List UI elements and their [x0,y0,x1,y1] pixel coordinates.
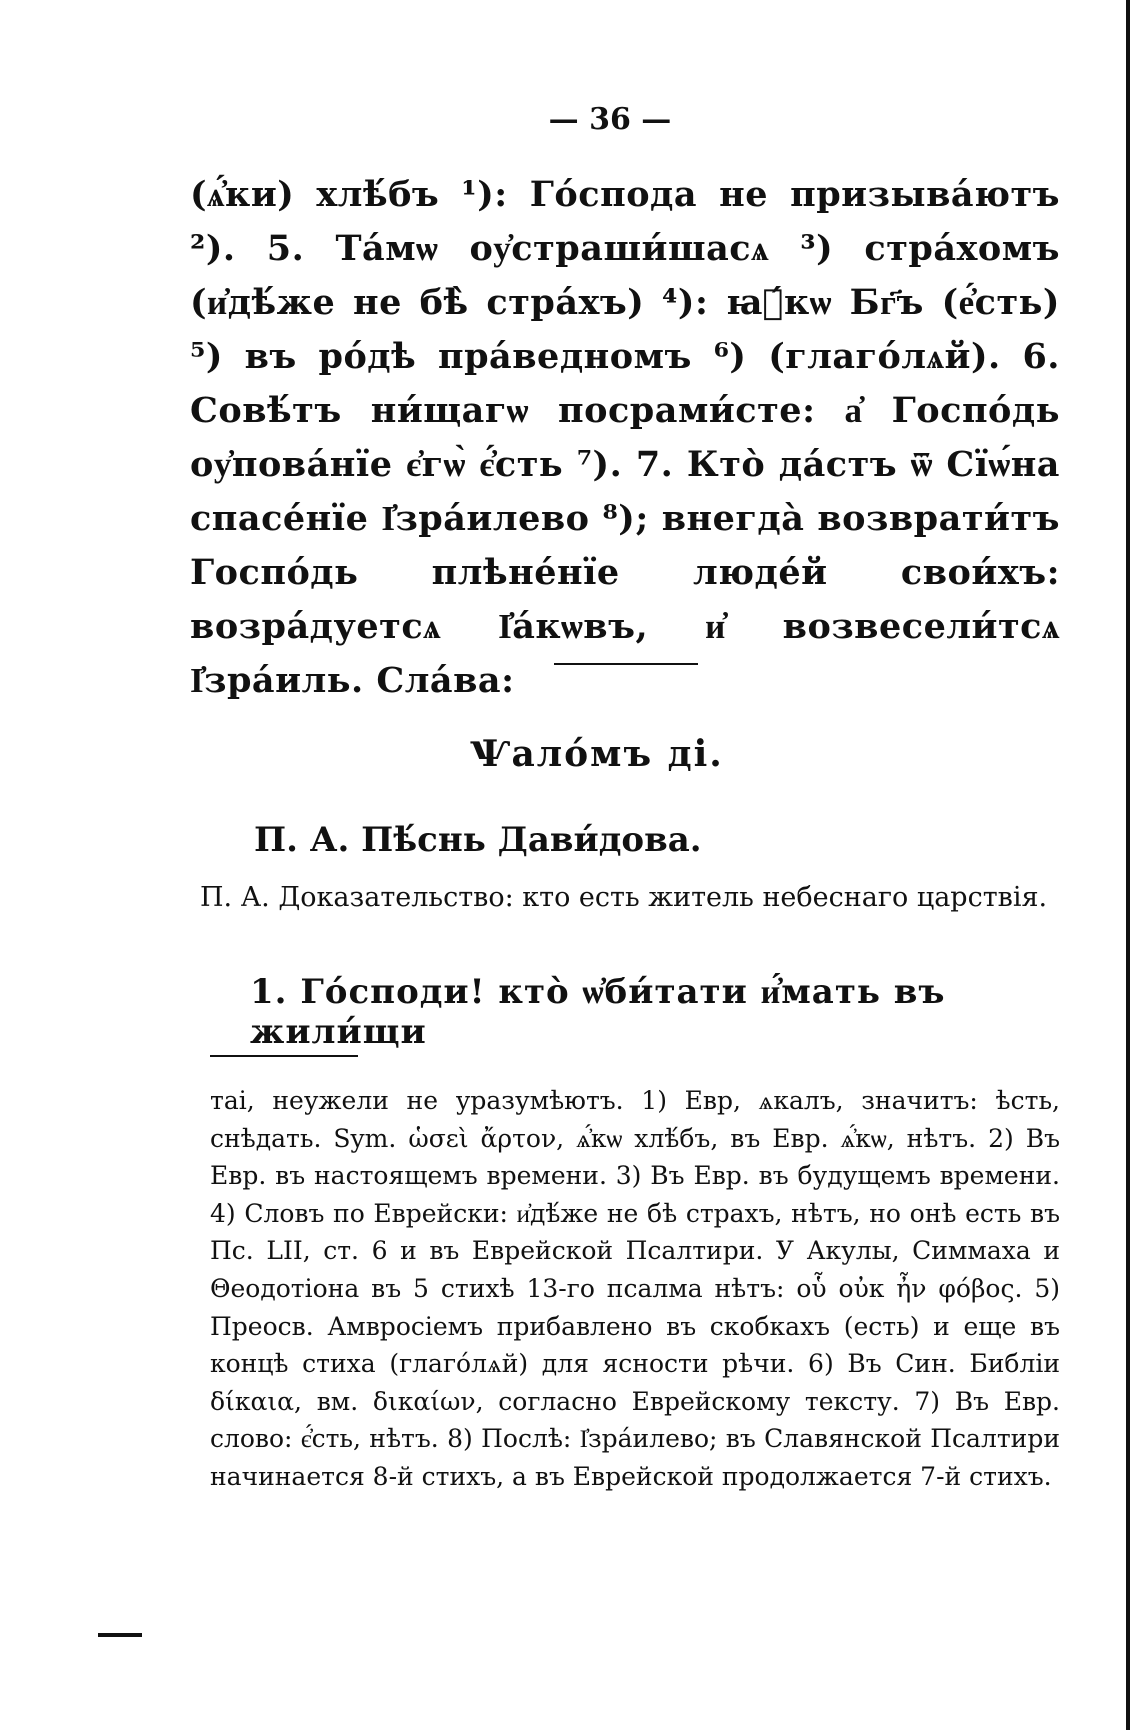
footnote-divider [210,1055,358,1057]
footnotes-text: таі, неужели не уразумѣютъ. 1) Евр, ѧкалъ, значитъ: ѣсть, снѣдать. Sym. ὡσεὶ ἄρτον, ѧ҆́кѡ хлѣ́бъ, въ Евр. ѧ҆́кѡ, нѣтъ. 2) Въ Евр. въ настоящемъ времени. 3) Въ Евр. въ будущемъ времени. 4) Словъ по Еврейски: и҆дѣ́же не бѣ страхъ, нѣтъ, но онѣ есть въ Пс. LII, ст. 6 и въ Еврейской Псалтири. У Акулы, Симмаха и Θеодотіона въ 5 стихѣ 13-го псалма нѣтъ: οὗ οὐκ ἦν φόβος. 5) Преосв. Амвросіемъ прибавлено въ скобкахъ (есть) и еще въ концѣ стиха (глаго́лѧй) для ясности рѣчи. 6) Въ Син. Библіи δίκαια, вм. δικαίων, согласно Еврейскому тексту. 7) Въ Евр. слово: є҆́сть, нѣтъ. 8) Послѣ: І҆зра́илево; въ Славянской Псалтири начинается 8-й стихъ, а въ Еврейской продолжается 7-й стихъ. [210,1086,1060,1491]
page-number: — 36 — [548,102,672,137]
psalm-summary: П. А. Доказательство: кто есть житель небеснаго царствія. [200,882,1048,913]
psalm-title: Ѱало́мъ ді. [470,733,724,775]
page-mark [98,1633,142,1637]
psalm-subtitle: П. А. Пѣ́снь Дави́дова. [254,820,702,860]
section-divider [554,663,698,665]
footnotes [210,1082,1060,1496]
verse-1-text: 1. Го́споди! кто̀ ѡ҆би́тати и҆́мать въ жили́щи [250,972,946,1052]
slavonic-psalm-text: (ѧ҆́ки) хлѣ́бъ ¹): Го́спода не призыва́ютъ ²). 5. Та́мѡ оу҆страши́шасѧ ³) стра́хомъ (и҆дѣ́же не бѣ̀ стра́хъ) ⁴): ꙗ҆́кѡ Бг҃ъ (е҆́сть) ⁵) въ ро́дѣ пра́ведномъ ⁶) (глаго́лѧй). 6. Совѣ́тъ ни́щагѡ посрами́сте: а҆ Госпо́дь оу҆пова́нїе є҆гѡ̀ є҆́сть ⁷). 7. Кто̀ да́стъ ѿ Сїѡ́на спасе́нїе І҆зра́илево ⁸); внегда̀ возврати́тъ Госпо́дь плѣне́нїе люде́й свои́хъ: возра́дуетсѧ І҆а́кѡвъ, и҆ возвесели́тсѧ І҆зра́иль. Сла́ва: [190,174,1060,701]
page-edge-rule [1126,0,1130,1730]
